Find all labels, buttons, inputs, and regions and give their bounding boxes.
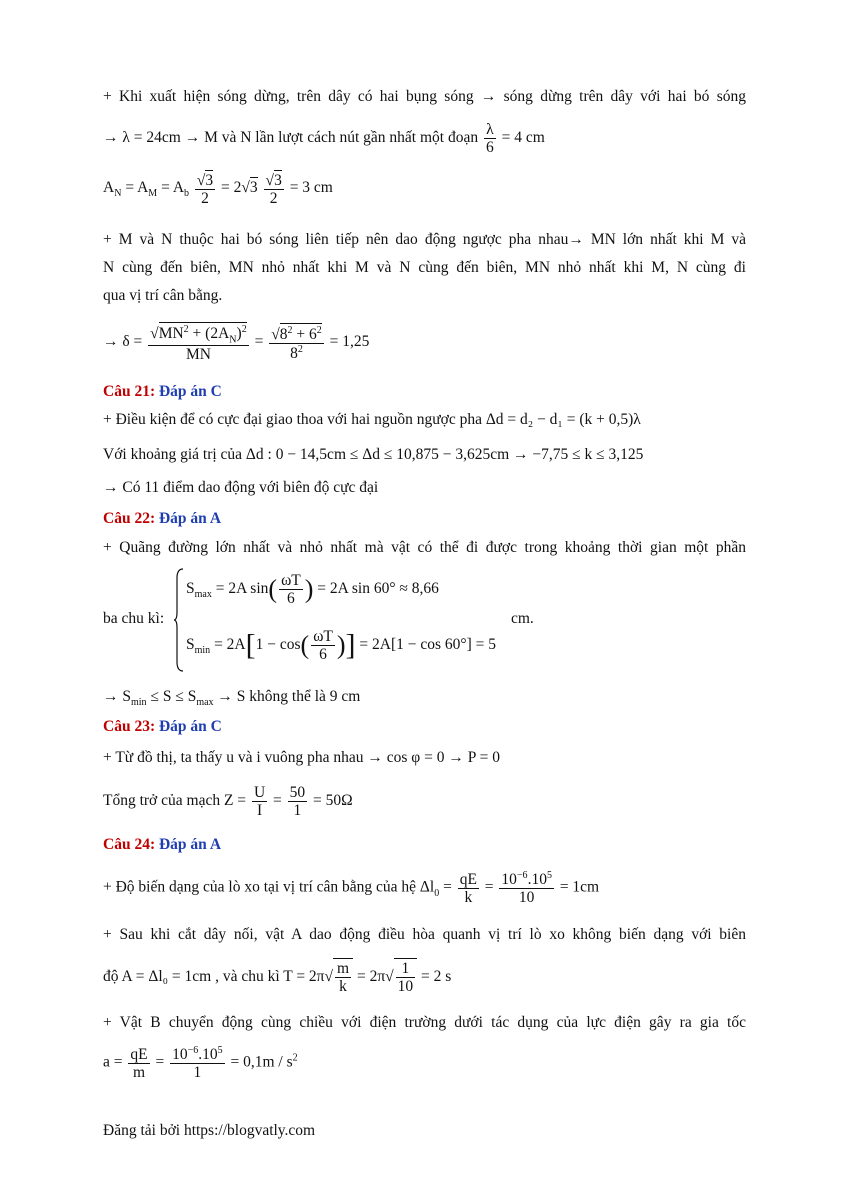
text-line: Với khoảng giá trị của Δd : 0 − 14,5cm ≤ Δd ≤ 10,875 − 3,625cm → −7,75 ≤ k ≤ 3,125	[103, 446, 644, 463]
equation-period: độ A = Δl₀ = 1cm , và chu kì T = 2π√ $\frac{m}{k}$ = 2π√ $\frac{1}{10}$ = 2 s	[103, 960, 452, 996]
text-fragment: = 4 cm	[501, 129, 545, 147]
fraction-numerator: λ	[484, 121, 496, 139]
fraction-denominator: 6	[485, 139, 494, 157]
equation-amplitude: $A_N = A_M = A_b$ $\frac{√3}{2}$ = 2√3 $\frac{√3}{2}$ = 3 cm	[103, 172, 333, 208]
text-line: + Sau khi cắt dây nối, vật A dao động điều hòa quanh vị trí lò xo không biến dạng với biên	[103, 926, 746, 943]
equation-s-range: → $S_{min} \le S \le S_{max} \to S$ không thể là 9 cm	[103, 688, 361, 709]
left-brace-icon	[174, 568, 184, 672]
text-fragment: ba chu kì:	[103, 610, 165, 627]
text-line: + Khi xuất hiện sóng dừng, trên dây có hai bụng sóng → sóng dừng trên dây với hai bó sóng	[103, 88, 746, 105]
text-fragment: → λ = 24cm → M và N lần lượt cách nút gần nhất một đoạn	[103, 129, 479, 147]
text-line: + M và N thuộc hai bó sóng liên tiếp nên dao động ngược pha nhau→ MN lớn nhất khi M và	[103, 231, 746, 248]
text-line: qua vị trí cân bằng.	[103, 287, 223, 304]
equation-acceleration: a = $\frac{qE}{m}$ = $\frac{10^{-6}.10^5}{1}$ = $0,1m / s^2$	[103, 1045, 298, 1082]
text-line: N cùng đến biên, MN nhỏ nhất khi M và N cùng đến biên, MN nhỏ nhất khi M, N cùng đi	[103, 259, 746, 276]
question-header: Câu 22: Đáp án A	[103, 510, 222, 527]
equation-delta: → δ = $\frac{√MN^2 + (2A_N)^2}{MN}$ = $\frac{√8^2 + 6^2}{8^2}$ = 1,25	[103, 324, 370, 364]
equation-smin: $S_{min} = 2A[1 - \cos$( $\frac{\omega T}{6}$ )] = 2A[1 − cos 60°] = 5	[186, 628, 497, 664]
equation-impedance: Tổng trở của mạch Z = $\frac{U}{I}$ = $\frac{50}{1}$ = 50Ω	[103, 784, 353, 820]
footer-text: Đăng tải bởi https://blogvatly.com	[103, 1122, 316, 1139]
fraction	[484, 121, 496, 156]
text-line: + Quãng đường lớn nhất và nhỏ nhất mà vật có thể đi được trong khoảng thời gian một phần	[103, 539, 746, 556]
text-line: → Có 11 điểm dao động với biên độ cực đại	[103, 479, 379, 496]
text-fragment: cm.	[511, 610, 534, 627]
text-line: + Điều kiện để có cực đại giao thoa với hai nguồn ngược pha Δd = d₂ − d₁ = (k + 0,5)λ	[103, 411, 641, 428]
question-header: Câu 23: Đáp án C	[103, 718, 222, 735]
question-header: Câu 21: Đáp án C	[103, 383, 222, 400]
question-header: Câu 24: Đáp án A	[103, 836, 222, 853]
text-line	[103, 121, 545, 156]
equation-deformation: + Độ biến dạng của lò xo tại vị trí cân bằng của hệ $\Delta l_0$ = $\frac{qE}{k}$ = $\frac{10^{-6}.10^5}{10}$ = 1cm	[103, 870, 600, 907]
text-line: + Từ đồ thị, ta thấy u và i vuông pha nhau → cos φ = 0 → P = 0	[103, 749, 501, 766]
text-line: + Vật B chuyển động cùng chiều với điện trường dưới tác dụng của lực điện gây ra gia tốc	[103, 1014, 746, 1031]
equation-smax: $S_{max} = 2A$ sin( $\frac{\omega T}{6}$ ) = 2A sin 60° ≈ 8,66	[186, 572, 439, 608]
